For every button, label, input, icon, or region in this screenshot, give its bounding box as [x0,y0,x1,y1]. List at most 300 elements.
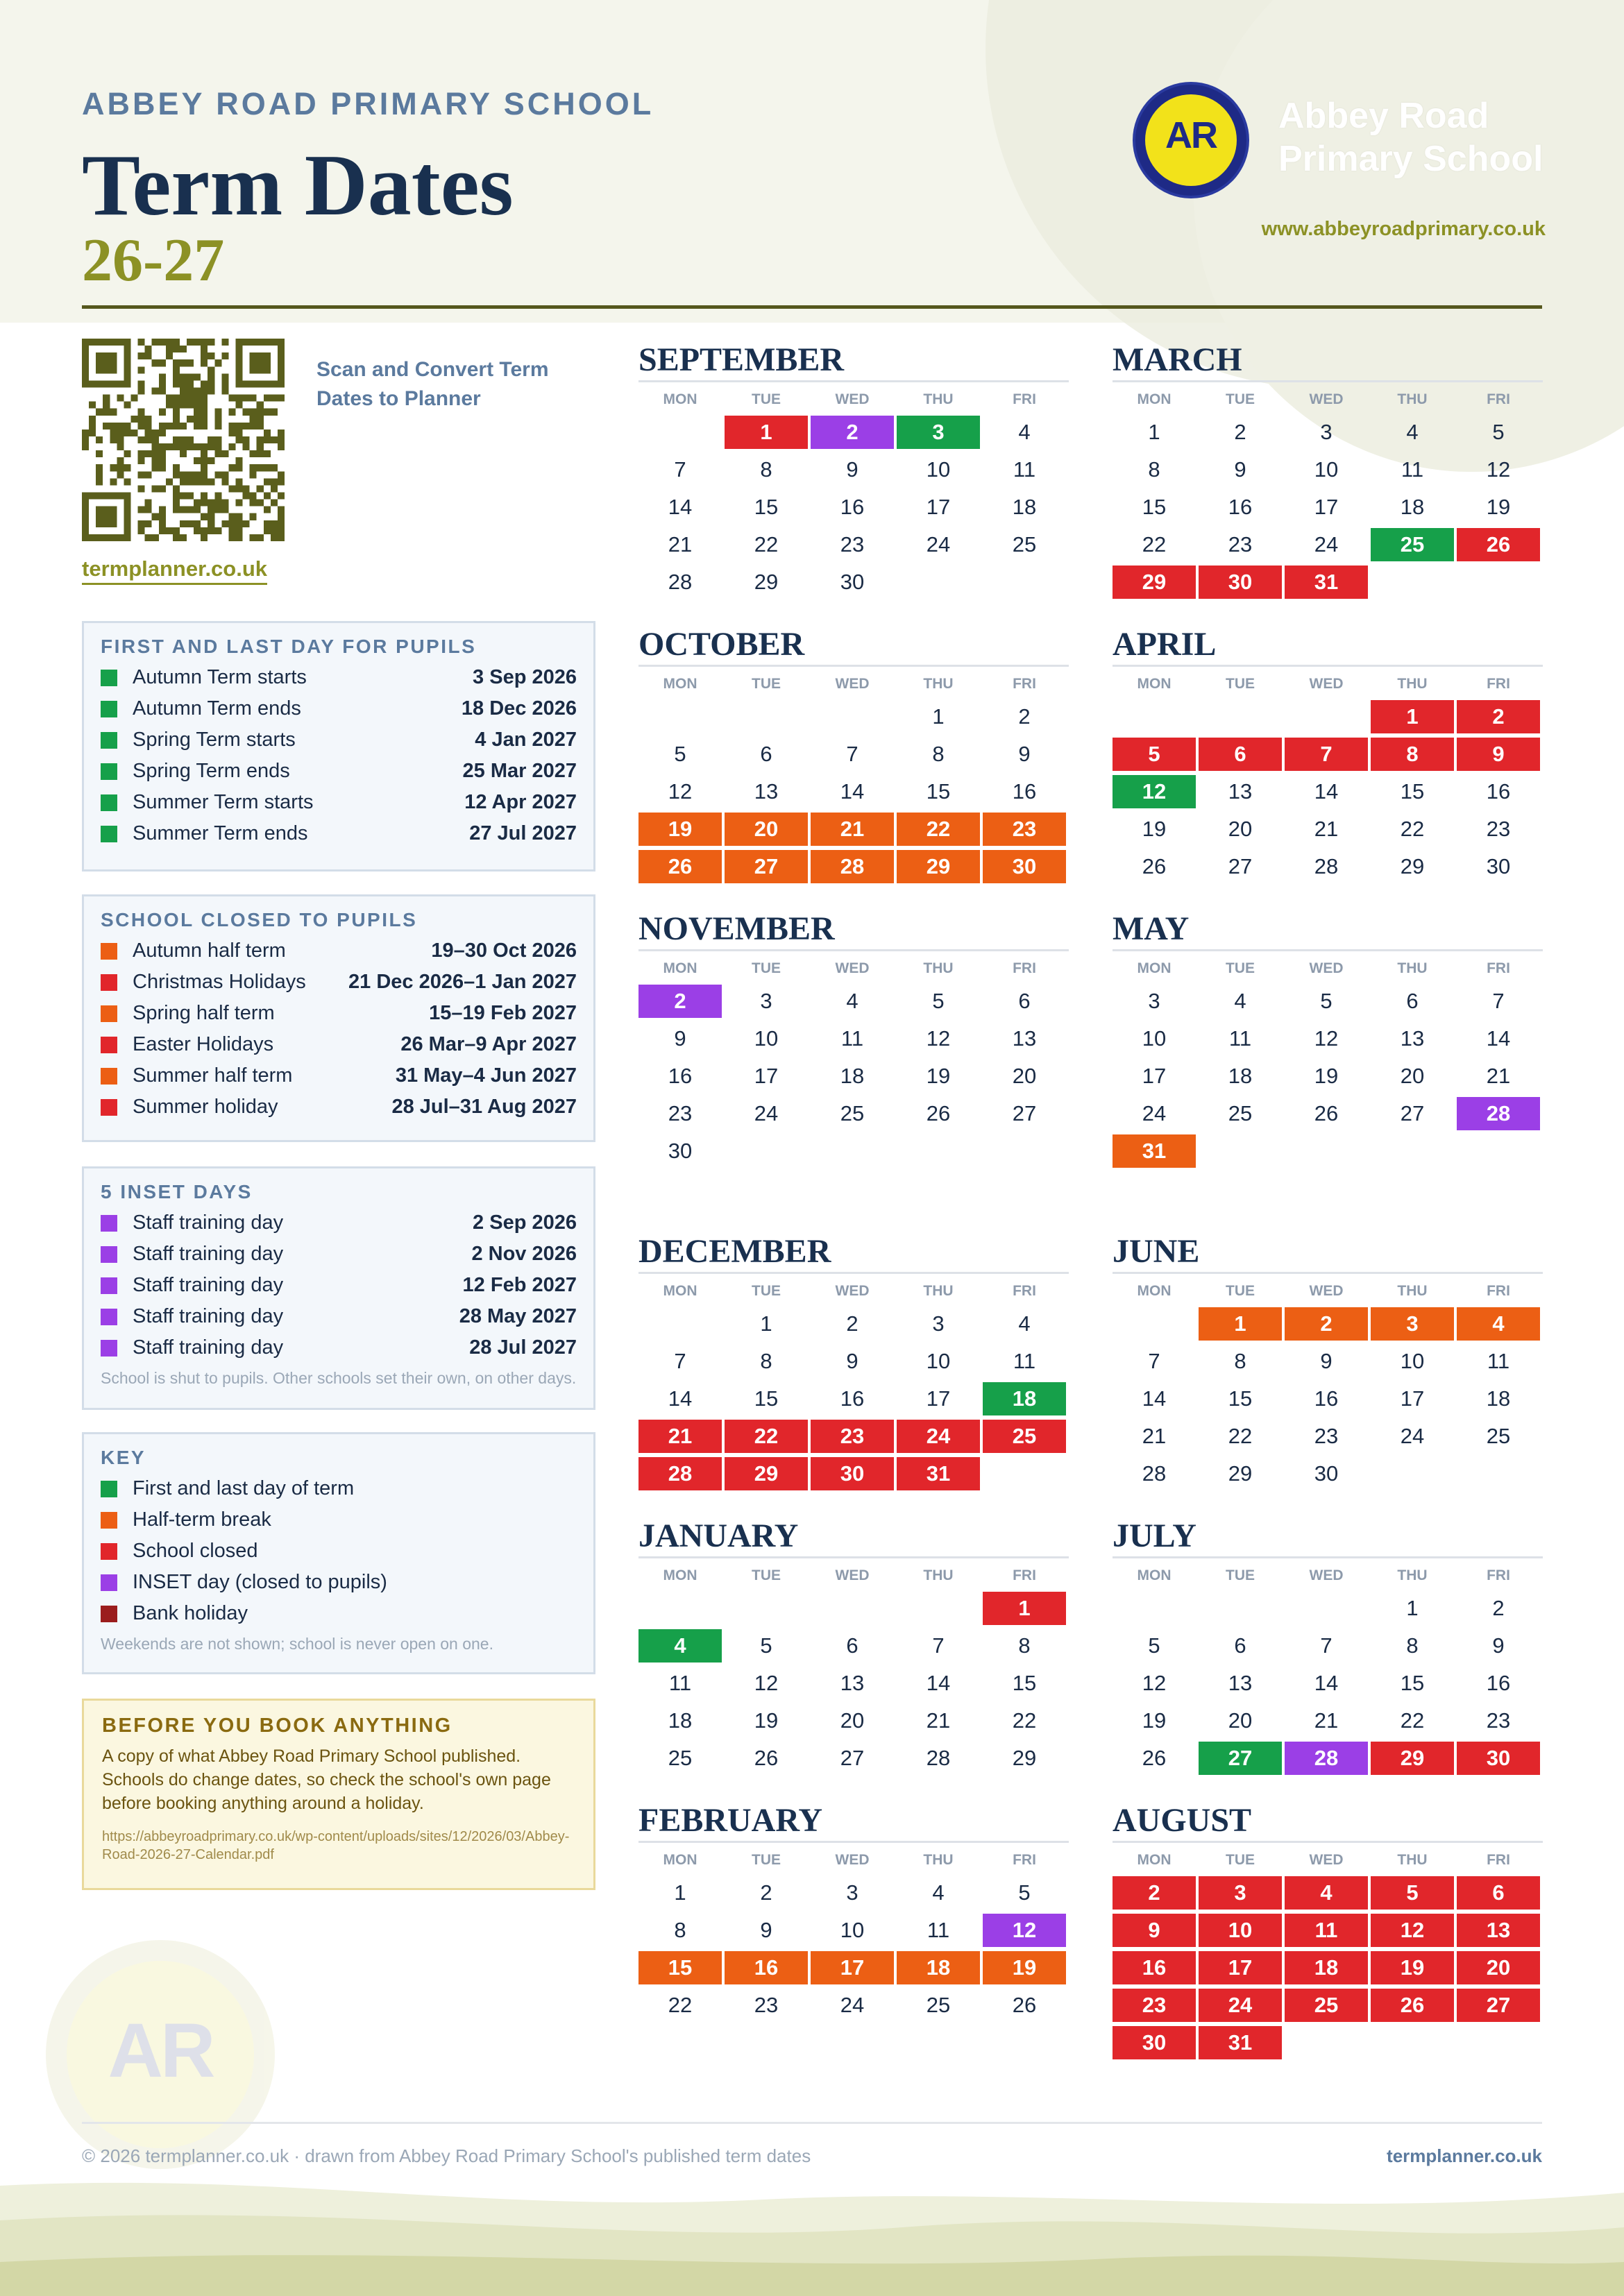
calendar-day[interactable]: 23 [1228,532,1253,556]
calendar-day[interactable]: 22 [668,1993,693,2017]
info-date: 12 Apr 2027 [464,791,577,813]
calendar-day[interactable]: 5 [674,742,686,766]
calendar-day[interactable]: 15 [1400,1671,1425,1695]
calendar-day[interactable]: 5 [1018,1880,1031,1905]
calendar-day[interactable]: 19 [1314,1064,1339,1088]
calendar-day[interactable]: 22 [1142,532,1167,556]
calendar-day[interactable]: 7 [1320,1633,1333,1658]
calendar-day[interactable]: 17 [754,1064,779,1088]
calendar-day[interactable]: 14 [1314,779,1339,803]
calendar-day-red[interactable]: 13 [1457,1914,1540,1947]
school-website-link[interactable]: www.abbeyroadprimary.co.uk [1261,218,1546,240]
calendar-day[interactable]: 13 [840,1671,865,1695]
calendar-day[interactable]: 15 [754,495,779,519]
calendar-day[interactable]: 21 [1142,1424,1167,1448]
calendar-day-red[interactable]: 31 [1199,2026,1282,2059]
calendar-day-red[interactable]: 12 [1371,1914,1454,1947]
info-row [101,787,577,818]
calendar-day[interactable]: 8 [760,1349,772,1373]
calendar-day-red[interactable]: 29 [725,1457,808,1490]
calendar-day-orange[interactable]: 31 [1113,1134,1196,1168]
termplanner-link[interactable]: termplanner.co.uk [82,556,267,585]
qr-code-icon[interactable] [82,339,285,541]
calendar-day[interactable]: 19 [754,1708,779,1733]
calendar-day[interactable]: 14 [926,1671,951,1695]
calendar-day-red[interactable]: 23 [811,1420,894,1453]
calendar-day[interactable]: 17 [1314,495,1339,519]
calendar-day-red[interactable]: 8 [1371,738,1454,771]
calendar-day[interactable]: 13 [1228,779,1253,803]
green-swatch-icon [101,1481,117,1497]
month-august [1113,1801,1543,2059]
calendar-day-red[interactable]: 16 [1113,1951,1196,1984]
calendar-day-purple[interactable]: 28 [1285,1742,1368,1775]
calendar-day[interactable]: 16 [1314,1386,1339,1411]
footer-link[interactable]: termplanner.co.uk [1387,2145,1542,2166]
calendar-day[interactable]: 7 [846,742,858,766]
info-date: 2 Nov 2026 [471,1243,577,1265]
calendar-day[interactable]: 11 [668,1671,692,1695]
calendar-day-red[interactable]: 1 [983,1592,1066,1625]
weekday-header: WED [1309,1567,1344,1583]
info-label: Staff training day [133,1243,284,1265]
calendar-day[interactable]: 18 [1400,495,1425,519]
purple-swatch-icon [101,1246,117,1263]
calendar-day-red[interactable]: 30 [1457,1742,1540,1775]
calendar-day[interactable]: 22 [1012,1708,1037,1733]
calendar-day-purple[interactable]: 2 [638,985,722,1018]
calendar-day[interactable]: 4 [932,1880,945,1905]
calendar-day-red[interactable]: 22 [725,1420,808,1453]
calendar-day[interactable]: 24 [926,532,951,556]
calendar-day-orange[interactable]: 3 [1371,1307,1454,1341]
calendar-day-orange[interactable]: 16 [725,1951,808,1984]
month-divider [638,380,1069,382]
calendar-day-orange[interactable]: 27 [725,850,808,883]
calendar-day[interactable]: 6 [1406,989,1419,1013]
calendar-day[interactable]: 21 [1314,1708,1339,1733]
calendar-day[interactable]: 16 [1486,1671,1511,1695]
calendar-day[interactable]: 10 [926,1349,951,1373]
calendar-day[interactable]: 29 [754,570,779,594]
calendar-day-orange[interactable]: 19 [983,1951,1066,1984]
calendar-day-red[interactable]: 21 [638,1420,722,1453]
calendar-day[interactable]: 30 [1486,854,1511,878]
calendar-day[interactable]: 13 [1012,1026,1037,1051]
calendar-day[interactable]: 8 [674,1918,686,1942]
calendar-day[interactable]: 15 [1012,1671,1037,1695]
info-row [101,1239,577,1270]
calendar-day[interactable]: 20 [1228,1708,1253,1733]
calendar-day[interactable]: 26 [1314,1101,1339,1125]
source-url-link[interactable]: https://abbeyroadprimary.co.uk/wp-content/uploads/sites/12/2026/03/Abbey-Road-2026-27-Calendar.pdf [102,1829,570,1862]
calendar-day[interactable]: 15 [1400,779,1425,803]
calendar-day[interactable]: 8 [1018,1633,1031,1658]
calendar-day[interactable]: 1 [674,1880,686,1905]
calendar-day[interactable]: 6 [1234,1633,1246,1658]
weekday-header: MON [663,676,697,692]
calendar-day[interactable]: 8 [760,457,772,482]
calendar-day[interactable]: 19 [1142,1708,1167,1733]
calendar-day[interactable]: 18 [1486,1386,1511,1411]
red-swatch-icon [101,1543,117,1560]
calendar-day-red[interactable]: 5 [1371,1876,1454,1910]
calendar-day[interactable]: 16 [1012,779,1037,803]
calendar-day-orange[interactable]: 23 [983,813,1066,846]
calendar-day[interactable]: 11 [927,1918,950,1942]
calendar-day[interactable]: 28 [1314,854,1339,878]
calendar-day[interactable]: 7 [1492,989,1505,1013]
calendar-day[interactable]: 1 [760,1311,772,1336]
calendar-day[interactable]: 5 [932,989,945,1013]
calendar-day-red[interactable]: 11 [1285,1914,1368,1947]
calendar-day[interactable]: 18 [1012,495,1037,519]
calendar-day[interactable]: 28 [668,570,693,594]
calendar-day[interactable]: 17 [926,1386,951,1411]
calendar-day-red[interactable]: 31 [1285,566,1368,599]
weekday-header: MON [1137,1852,1172,1868]
calendar-day-red[interactable]: 30 [1199,566,1282,599]
calendar-day-red[interactable]: 26 [1457,528,1540,561]
calendar-day[interactable]: 7 [674,1349,686,1373]
calendar-day[interactable]: 4 [1018,420,1031,444]
calendar-day-red[interactable]: 30 [1113,2026,1196,2059]
calendar-day[interactable]: 10 [754,1026,779,1051]
calendar-day[interactable]: 4 [1018,1311,1031,1336]
calendar-day[interactable]: 26 [926,1101,951,1125]
calendar-day-red[interactable]: 2 [1113,1876,1196,1910]
calendar-day-red[interactable]: 7 [1285,738,1368,771]
calendar-day[interactable]: 5 [1148,1633,1160,1658]
calendar-day-red[interactable]: 30 [811,1457,894,1490]
calendar-day[interactable]: 14 [1486,1026,1511,1051]
calendar-day[interactable]: 19 [1486,495,1511,519]
info-label: School closed [133,1540,258,1562]
calendar-day-red[interactable]: 20 [1457,1951,1540,1984]
calendar-day[interactable]: 8 [1406,1633,1419,1658]
calendar-day-red[interactable]: 31 [897,1457,980,1490]
calendar-day[interactable]: 2 [1234,420,1246,444]
weekday-header: THU [1397,1852,1428,1868]
calendar-day[interactable]: 24 [754,1101,779,1125]
calendar-day[interactable]: 8 [1234,1349,1246,1373]
calendar-day[interactable]: 18 [1228,1064,1253,1088]
month-divider [1113,1272,1543,1274]
calendar-day-red[interactable]: 10 [1199,1914,1282,1947]
calendar-day[interactable]: 14 [668,1386,693,1411]
calendar-day[interactable]: 21 [1486,1064,1511,1088]
calendar-day[interactable]: 4 [846,989,858,1013]
calendar-day[interactable]: 25 [1012,532,1037,556]
calendar-day-red[interactable]: 26 [1371,1989,1454,2022]
calendar-day[interactable]: 16 [840,1386,865,1411]
calendar-day[interactable]: 1 [1406,1596,1419,1620]
calendar-day[interactable]: 6 [1018,989,1031,1013]
calendar-day[interactable]: 26 [1142,1746,1167,1770]
calendar-day[interactable]: 11 [840,1026,864,1051]
calendar-day-orange[interactable]: 4 [1457,1307,1540,1341]
calendar-day-orange[interactable]: 26 [638,850,722,883]
calendar-day[interactable]: 30 [840,570,865,594]
calendar-day-orange[interactable]: 19 [638,813,722,846]
inset-days-box [82,1166,595,1410]
calendar-day[interactable]: 2 [1018,704,1031,729]
calendar-day[interactable]: 14 [1314,1671,1339,1695]
calendar-day[interactable]: 23 [754,1993,779,2017]
calendar-day[interactable]: 7 [932,1633,945,1658]
calendar-day[interactable]: 23 [840,532,865,556]
calendar-day-red[interactable]: 1 [725,416,808,449]
calendar-day-green[interactable]: 3 [897,416,980,449]
calendar-day[interactable]: 6 [760,742,772,766]
calendar-day[interactable]: 2 [846,1311,858,1336]
calendar-day[interactable]: 29 [1400,854,1425,878]
calendar-day[interactable]: 12 [1486,457,1511,482]
calendar-day-red[interactable]: 24 [897,1420,980,1453]
calendar-day-orange[interactable]: 2 [1285,1307,1368,1341]
calendar-day[interactable]: 6 [846,1633,858,1658]
info-row [101,1301,577,1332]
calendar-day[interactable]: 11 [1487,1349,1510,1373]
calendar-day-green[interactable]: 4 [638,1629,722,1663]
calendar-day[interactable]: 10 [840,1918,865,1942]
calendar-day[interactable]: 5 [1320,989,1333,1013]
calendar-day-red[interactable]: 4 [1285,1876,1368,1910]
calendar-day[interactable]: 24 [1314,532,1339,556]
calendar-day[interactable]: 9 [846,457,858,482]
calendar-day-green[interactable]: 12 [1113,775,1196,808]
calendar-day[interactable]: 9 [1492,1633,1505,1658]
calendar-day[interactable]: 14 [1142,1386,1167,1411]
calendar-day[interactable]: 15 [926,779,951,803]
calendar-day[interactable]: 3 [760,989,772,1013]
calendar-day-orange[interactable]: 20 [725,813,808,846]
calendar-day-orange[interactable]: 15 [638,1951,722,1984]
calendar-day[interactable]: 26 [754,1746,779,1770]
calendar-day-red[interactable]: 24 [1199,1989,1282,2022]
calendar-day[interactable]: 9 [846,1349,858,1373]
calendar-day[interactable]: 10 [1142,1026,1167,1051]
calendar-day[interactable]: 9 [760,1918,772,1942]
calendar-day[interactable]: 21 [668,532,693,556]
calendar-day[interactable]: 29 [1012,1746,1037,1770]
calendar-day[interactable]: 27 [1400,1101,1425,1125]
calendar-day[interactable]: 22 [1400,817,1425,841]
calendar-day[interactable]: 5 [760,1633,772,1658]
calendar-day[interactable]: 20 [840,1708,865,1733]
calendar-day[interactable]: 22 [1400,1708,1425,1733]
month-divider [1113,665,1543,667]
calendar-day[interactable]: 30 [668,1139,693,1163]
calendar-day[interactable]: 28 [926,1746,951,1770]
calendar-day[interactable]: 12 [926,1026,951,1051]
calendar-day[interactable]: 13 [1228,1671,1253,1695]
calendar-day[interactable]: 10 [926,457,951,482]
calendar-day[interactable]: 12 [754,1671,779,1695]
calendar-day[interactable]: 13 [1400,1026,1425,1051]
calendar-day-red[interactable]: 23 [1113,1989,1196,2022]
calendar-day[interactable]: 23 [668,1101,693,1125]
calendar-day[interactable]: 5 [1492,420,1505,444]
calendar-day[interactable]: 20 [1012,1064,1037,1088]
calendar-day[interactable]: 29 [1228,1461,1253,1486]
calendar-day[interactable]: 24 [840,1993,865,2017]
calendar-day-red[interactable]: 6 [1199,738,1282,771]
calendar-day[interactable]: 11 [1228,1026,1252,1051]
calendar-day[interactable]: 27 [1012,1101,1037,1125]
calendar-day[interactable]: 11 [1013,1349,1036,1373]
calendar-day[interactable]: 16 [840,495,865,519]
calendar-day[interactable]: 3 [1148,989,1160,1013]
calendar-day[interactable]: 9 [1234,457,1246,482]
calendar-day[interactable]: 23 [1486,1708,1511,1733]
calendar-day-red[interactable]: 29 [1113,566,1196,599]
calendar-day[interactable]: 3 [846,1880,858,1905]
info-label: Autumn Term ends [133,697,301,720]
calendar-day-orange[interactable]: 17 [811,1951,894,1984]
calendar-day[interactable]: 17 [1142,1064,1167,1088]
calendar-day[interactable]: 17 [926,495,951,519]
calendar-day[interactable]: 9 [1320,1349,1333,1373]
calendar-day-red[interactable]: 5 [1113,738,1196,771]
calendar-day-red[interactable]: 6 [1457,1876,1540,1910]
calendar-day[interactable]: 12 [1314,1026,1339,1051]
calendar-day-orange[interactable]: 28 [811,850,894,883]
calendar-day[interactable]: 27 [1228,854,1253,878]
calendar-day[interactable]: 7 [674,457,686,482]
month-january [638,1516,1069,1775]
calendar-day-red[interactable]: 9 [1457,738,1540,771]
calendar-day[interactable]: 13 [754,779,779,803]
info-date: 21 Dec 2026–1 Jan 2027 [348,971,577,993]
calendar-day[interactable]: 14 [668,495,693,519]
calendar-day-orange[interactable]: 22 [897,813,980,846]
calendar-day-purple[interactable]: 12 [983,1914,1066,1947]
calendar-day[interactable]: 9 [674,1026,686,1051]
calendar-day[interactable]: 7 [1148,1349,1160,1373]
calendar-day[interactable]: 14 [840,779,865,803]
calendar-day[interactable]: 10 [1400,1349,1425,1373]
calendar-day-orange[interactable]: 30 [983,850,1066,883]
calendar-day-red[interactable]: 2 [1457,700,1540,733]
green-swatch-icon [101,763,117,780]
weekday-header: MON [1137,676,1172,692]
calendar-day-red[interactable]: 28 [638,1457,722,1490]
calendar-day[interactable]: 19 [1142,817,1167,841]
info-label: Autumn half term [133,939,286,962]
calendar-day[interactable]: 1 [1148,420,1160,444]
calendar-day-purple[interactable]: 2 [811,416,894,449]
calendar-day[interactable]: 28 [1142,1461,1167,1486]
calendar-day[interactable]: 24 [1400,1424,1425,1448]
month-may [1113,909,1543,1168]
calendar-day[interactable]: 26 [1012,1993,1037,2017]
calendar-day-orange[interactable]: 29 [897,850,980,883]
info-label: Spring Term starts [133,729,296,751]
calendar-day[interactable]: 4 [1406,420,1419,444]
calendar-day[interactable]: 21 [926,1708,951,1733]
calendar-day[interactable]: 25 [840,1101,865,1125]
info-row [101,693,577,724]
calendar-day[interactable]: 25 [1486,1424,1511,1448]
calendar-day-green[interactable]: 18 [983,1382,1066,1415]
calendar-day[interactable]: 16 [1486,779,1511,803]
calendar-day[interactable]: 19 [926,1064,951,1088]
calendar-day[interactable]: 15 [1142,495,1167,519]
calendar-day-green[interactable]: 25 [1371,528,1454,561]
calendar-day-red[interactable]: 1 [1371,700,1454,733]
calendar-day[interactable]: 15 [754,1386,779,1411]
calendar-day[interactable]: 30 [1314,1461,1339,1486]
calendar-day-red[interactable]: 18 [1285,1951,1368,1984]
info-label: Staff training day [133,1274,284,1296]
calendar-day[interactable]: 26 [1142,854,1167,878]
calendar-day-purple[interactable]: 28 [1457,1097,1540,1130]
calendar-day[interactable]: 20 [1400,1064,1425,1088]
calendar-day-green[interactable]: 27 [1199,1742,1282,1775]
calendar-day-red[interactable]: 17 [1199,1951,1282,1984]
calendar-day[interactable]: 22 [754,532,779,556]
calendar-day[interactable]: 3 [1320,420,1333,444]
month-july [1113,1516,1543,1775]
calendar-day-red[interactable]: 19 [1371,1951,1454,1984]
calendar-day-orange[interactable]: 1 [1199,1307,1282,1341]
calendar-day-red[interactable]: 9 [1113,1914,1196,1947]
weekday-header: THU [1397,1567,1428,1583]
calendar-day[interactable]: 8 [1148,457,1160,482]
calendar-day[interactable]: 12 [668,779,693,803]
calendar-day-red[interactable]: 27 [1457,1989,1540,2022]
calendar-day[interactable]: 23 [1314,1424,1339,1448]
calendar-day[interactable]: 24 [1142,1101,1167,1125]
calendar-day[interactable]: 17 [1400,1386,1425,1411]
calendar-day[interactable]: 1 [932,704,945,729]
calendar-day[interactable]: 25 [1228,1101,1253,1125]
calendar-day[interactable]: 22 [1228,1424,1253,1448]
calendar-day[interactable]: 11 [1401,457,1424,482]
calendar-day[interactable]: 12 [1142,1671,1167,1695]
calendar-day[interactable]: 20 [1228,817,1253,841]
calendar-day-orange[interactable]: 21 [811,813,894,846]
calendar-day[interactable]: 16 [668,1064,693,1088]
calendar-day[interactable]: 18 [840,1064,865,1088]
month-name: AUGUST [1113,1802,1252,1839]
weekday-header: WED [1309,391,1344,407]
calendar-day[interactable]: 8 [932,742,945,766]
calendar-day-red[interactable]: 3 [1199,1876,1282,1910]
calendar-day-red[interactable]: 29 [1371,1742,1454,1775]
calendar-day[interactable]: 15 [1228,1386,1253,1411]
calendar-day[interactable]: 2 [760,1880,772,1905]
calendar-day[interactable]: 9 [1018,742,1031,766]
calendar-day[interactable]: 21 [1314,817,1339,841]
calendar-day-orange[interactable]: 18 [897,1951,980,1984]
calendar-day[interactable]: 27 [840,1746,865,1770]
calendar-day-red[interactable]: 25 [983,1420,1066,1453]
info-label: Easter Holidays [133,1033,274,1055]
calendar-day-red[interactable]: 25 [1285,1989,1368,2022]
calendar-day[interactable]: 11 [1013,457,1036,482]
calendar-day[interactable]: 25 [926,1993,951,2017]
calendar-day[interactable]: 18 [668,1708,693,1733]
calendar-day[interactable]: 23 [1486,817,1511,841]
calendar-day[interactable]: 10 [1314,457,1339,482]
calendar-day[interactable]: 16 [1228,495,1253,519]
calendar-day[interactable]: 2 [1492,1596,1505,1620]
calendar-day[interactable]: 25 [668,1746,693,1770]
calendar-day[interactable]: 3 [932,1311,945,1336]
calendar-day[interactable]: 4 [1234,989,1246,1013]
